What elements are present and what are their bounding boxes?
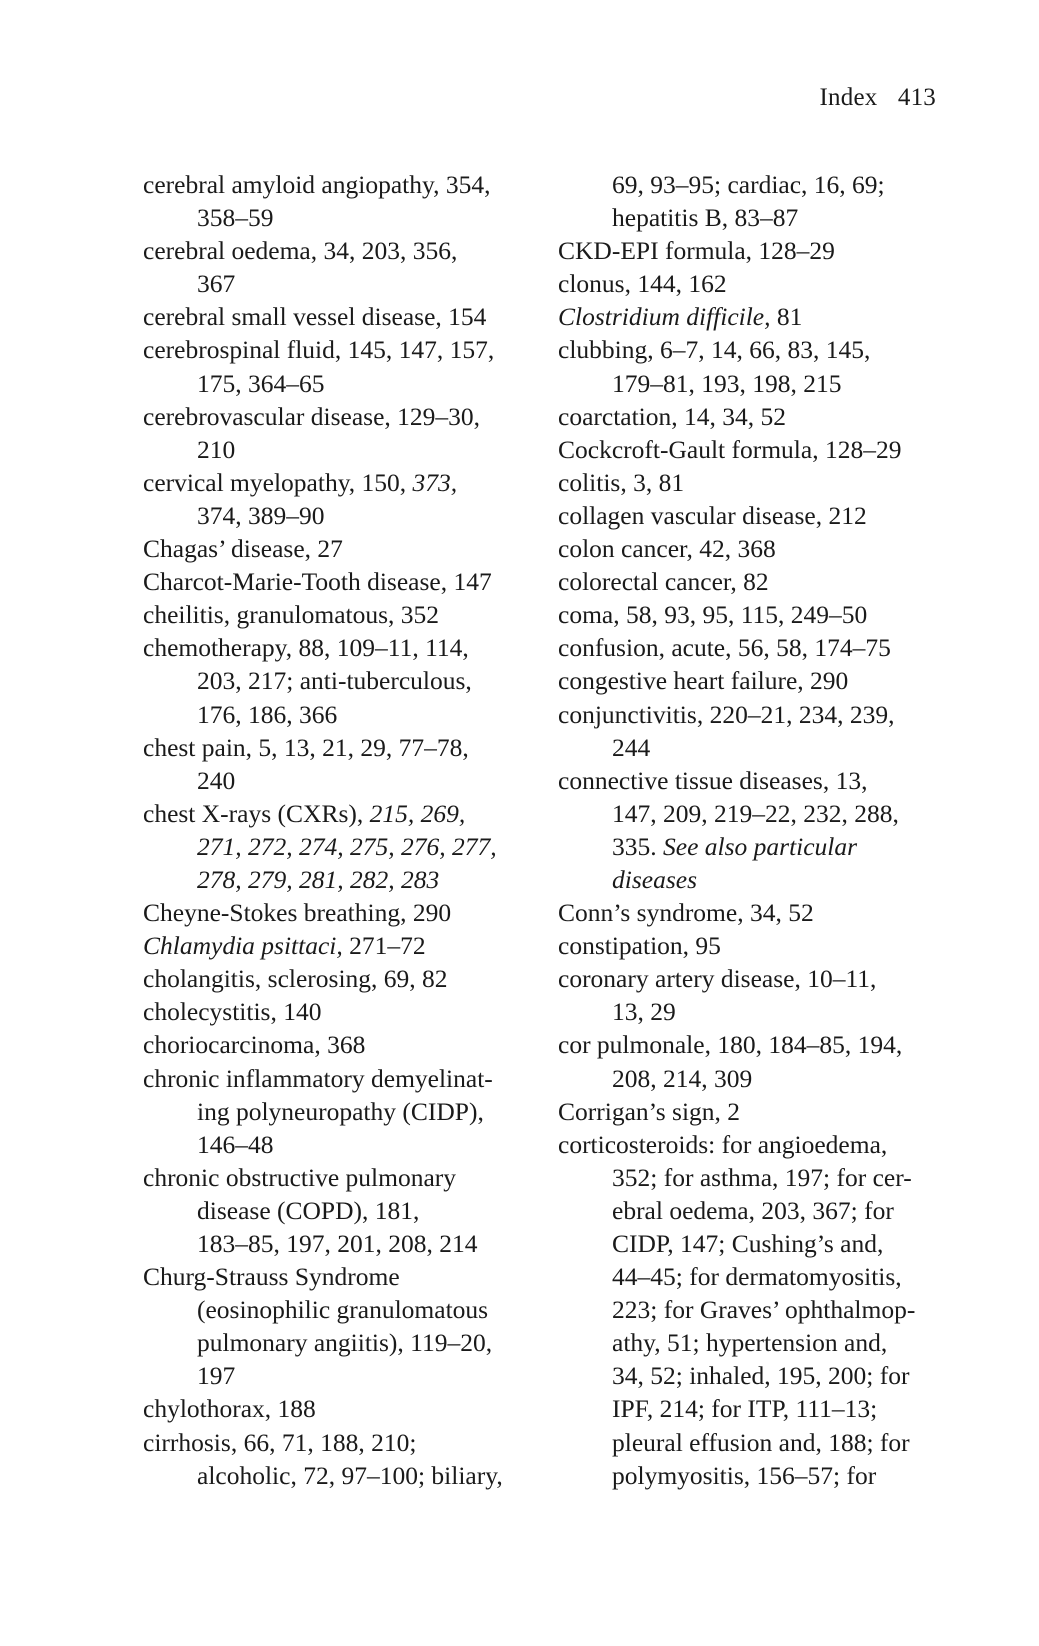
index-entry-continuation: disease (COPD), 181, bbox=[197, 1195, 420, 1225]
index-entry-continuation: 146–48 bbox=[197, 1129, 274, 1159]
index-entry: Corrigan’s sign, 2 bbox=[558, 1096, 741, 1126]
index-entry: Conn’s syndrome, 34, 52 bbox=[558, 898, 814, 928]
page-number: 413 bbox=[897, 84, 936, 111]
index-entry-continuation: 203, 217; anti-tuberculous, bbox=[197, 666, 472, 696]
index-entry: conjunctivitis, 220–21, 234, 239, bbox=[558, 699, 895, 729]
index-entry: chest X-rays (CXRs), 215, 269, bbox=[143, 798, 466, 828]
index-entry: chylothorax, 188 bbox=[143, 1394, 316, 1424]
index-entry: cervical myelopathy, 150, 373, bbox=[143, 467, 458, 497]
index-entry-continuation: 335. See also particular bbox=[612, 831, 858, 861]
index-entry-continuation: athy, 51; hypertension and, bbox=[612, 1328, 888, 1358]
index-entry-continuation: 367 bbox=[197, 269, 236, 299]
index-entry-continuation: (eosinophilic granulomatous bbox=[197, 1295, 489, 1325]
index-entry-continuation: 271, 272, 274, 275, 276, 277, bbox=[197, 831, 497, 861]
index-entry: cerebral oedema, 34, 203, 356, bbox=[143, 236, 458, 266]
index-entry-continuation: 197 bbox=[197, 1361, 236, 1391]
index-entry-continuation: polymyositis, 156–57; for bbox=[612, 1460, 877, 1490]
index-entry: cor pulmonale, 180, 184–85, 194, bbox=[558, 1030, 903, 1060]
index-entry: cirrhosis, 66, 71, 188, 210; bbox=[143, 1427, 417, 1457]
index-entry-continuation: 374, 389–90 bbox=[197, 500, 325, 530]
index-entry-continuation: pleural effusion and, 188; for bbox=[612, 1427, 910, 1457]
index-entry: cerebral small vessel disease, 154 bbox=[143, 302, 487, 332]
index-entry-continuation: 358–59 bbox=[197, 203, 274, 233]
index-entry-continuation: pulmonary angiitis), 119–20, bbox=[197, 1328, 493, 1358]
index-entry: clubbing, 6–7, 14, 66, 83, 145, bbox=[558, 335, 871, 365]
index-entry: cholangitis, sclerosing, 69, 82 bbox=[143, 964, 448, 994]
index-entry: colitis, 3, 81 bbox=[558, 467, 685, 497]
index-entry: Clostridium difficile, 81 bbox=[558, 302, 803, 332]
section-title: Index bbox=[819, 84, 878, 111]
index-entry: Chagas’ disease, 27 bbox=[143, 534, 343, 564]
index-entry: Cockcroft-Gault formula, 128–29 bbox=[558, 434, 902, 464]
index-entry-continuation: IPF, 214; for ITP, 111–13; bbox=[612, 1394, 878, 1424]
index-entry: CKD-EPI formula, 128–29 bbox=[558, 236, 835, 266]
index-entry: Chlamydia psittaci, 271–72 bbox=[143, 931, 426, 961]
index-entry-continuation: 278, 279, 281, 282, 283 bbox=[197, 864, 440, 894]
index-entry: coarctation, 14, 34, 52 bbox=[558, 401, 787, 431]
index-entry-continuation: 176, 186, 366 bbox=[197, 699, 338, 729]
index-entry: coronary artery disease, 10–11, bbox=[558, 964, 877, 994]
index-entry: chest pain, 5, 13, 21, 29, 77–78, bbox=[143, 732, 469, 762]
index-entry: chronic obstructive pulmonary bbox=[143, 1162, 456, 1192]
index-entry: Churg-Strauss Syndrome bbox=[143, 1262, 400, 1292]
index-entry-continuation: diseases bbox=[612, 864, 697, 894]
index-column-right bbox=[558, 168, 958, 1492]
index-entry-continuation: 44–45; for dermatomyositis, bbox=[612, 1262, 902, 1292]
index-entry-continuation: 69, 93–95; cardiac, 16, 69; bbox=[612, 170, 885, 199]
index-entry: cerebrospinal fluid, 145, 147, 157, bbox=[143, 335, 495, 365]
running-header bbox=[820, 84, 936, 112]
index-entry-continuation: 34, 52; inhaled, 195, 200; for bbox=[612, 1361, 910, 1391]
index-entry-continuation: ebral oedema, 203, 367; for bbox=[612, 1195, 894, 1225]
index-entry-continuation: 244 bbox=[612, 732, 651, 762]
index-entry-continuation: ing polyneuropathy (CIDP), bbox=[197, 1096, 484, 1126]
index-entry-continuation: 183–85, 197, 201, 208, 214 bbox=[197, 1229, 478, 1258]
index-entry-continuation: 13, 29 bbox=[612, 997, 676, 1027]
index-entry-continuation: hepatitis B, 83–87 bbox=[612, 203, 799, 233]
index-entry-continuation: 240 bbox=[197, 765, 236, 795]
index-entry-continuation: 208, 214, 309 bbox=[612, 1063, 753, 1093]
index-entry-continuation: alcoholic, 72, 97–100; biliary, bbox=[197, 1460, 503, 1490]
index-entry-continuation: 147, 209, 219–22, 232, 288, bbox=[612, 798, 899, 828]
index-entry: Cheyne-Stokes breathing, 290 bbox=[143, 898, 452, 928]
index-entry: cerebral amyloid angiopathy, 354, bbox=[143, 170, 491, 199]
index-entry: cheilitis, granulomatous, 352 bbox=[143, 600, 440, 630]
index-entry: cholecystitis, 140 bbox=[143, 997, 322, 1027]
index-entry: choriocarcinoma, 368 bbox=[143, 1030, 366, 1060]
index-entry: collagen vascular disease, 212 bbox=[558, 500, 867, 530]
index-entry: colon cancer, 42, 368 bbox=[558, 534, 776, 564]
index-entry: confusion, acute, 56, 58, 174–75 bbox=[558, 633, 891, 663]
index-entry: constipation, 95 bbox=[558, 931, 721, 961]
index-entry-continuation: CIDP, 147; Cushing’s and, bbox=[612, 1229, 884, 1258]
index-entry-continuation: 210 bbox=[197, 434, 236, 464]
index-entry: Charcot-Marie-Tooth disease, 147 bbox=[143, 567, 492, 597]
index-entry: connective tissue diseases, 13, bbox=[558, 765, 868, 795]
index-entry: colorectal cancer, 82 bbox=[558, 567, 769, 597]
index-entry: clonus, 144, 162 bbox=[558, 269, 727, 299]
index-entry: chemotherapy, 88, 109–11, 114, bbox=[143, 633, 469, 663]
index-entry-continuation: 352; for asthma, 197; for cer- bbox=[612, 1162, 912, 1192]
index-entry-continuation: 179–81, 193, 198, 215 bbox=[612, 368, 842, 398]
index-entry: cerebrovascular disease, 129–30, bbox=[143, 401, 481, 431]
index-entry-continuation: 175, 364–65 bbox=[197, 368, 325, 398]
index-entry: congestive heart failure, 290 bbox=[558, 666, 849, 696]
index-entry: corticosteroids: for angioedema, bbox=[558, 1129, 888, 1159]
index-entry-continuation: 223; for Graves’ ophthalmop- bbox=[612, 1295, 916, 1325]
index-entry: coma, 58, 93, 95, 115, 249–50 bbox=[558, 600, 868, 630]
index-entry: chronic inflammatory demyelinat- bbox=[143, 1063, 493, 1093]
index-column-left bbox=[143, 168, 543, 1492]
